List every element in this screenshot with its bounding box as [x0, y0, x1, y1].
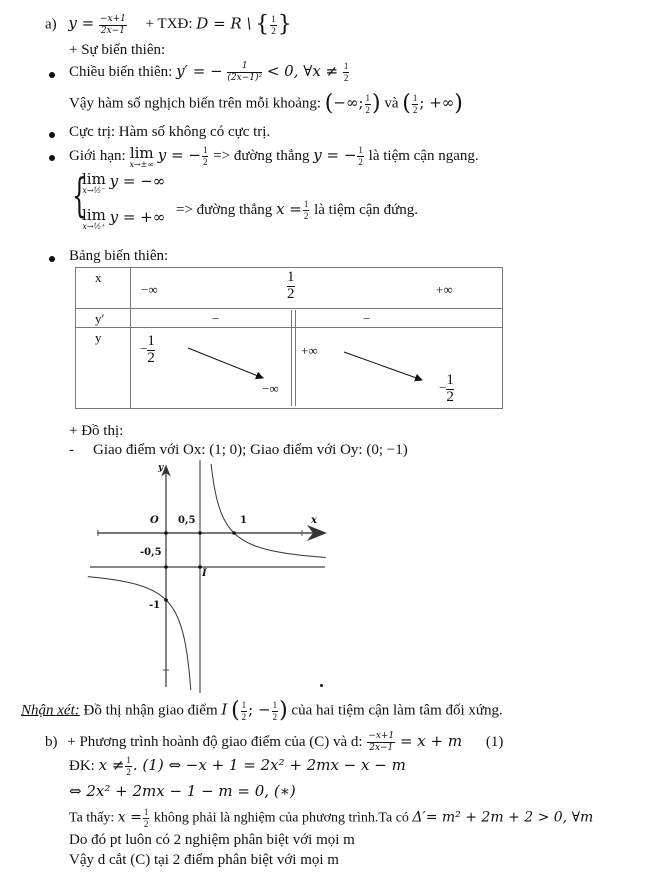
extrema-line: Cực trị: Hàm số không có cực trị.	[69, 124, 271, 140]
condition-line: ĐK: x ≠ $\frac{1}{2}$ . (1) ⇔ −x + 1 = 2x² + 2mx − x − m	[69, 755, 406, 778]
graph-svg	[85, 455, 335, 695]
y-end-right: − $\frac{1}{2}$	[439, 372, 454, 405]
vertical-asymptote-line: => đường thẳng x = $\frac{1}{2}$ là tiệm cận đứng.	[176, 199, 419, 222]
domain-set-fraction: $\frac{1}{2}$	[271, 13, 276, 36]
decreasing-arrow-right	[344, 352, 422, 380]
bullet-icon	[49, 132, 55, 138]
variation-arrows	[76, 268, 504, 410]
remark-label: Nhận xét:	[21, 702, 80, 719]
origin-point	[164, 531, 168, 535]
row-label-y: y	[95, 330, 102, 345]
x-intercept-point	[232, 531, 236, 535]
y-start-left: − $\frac{1}{2}$	[140, 333, 155, 366]
function-fraction: $\frac{-x+1}{2x-1}$	[99, 13, 126, 36]
vlim1: lim x→½⁻ y = −∞	[82, 170, 166, 195]
intersections-text: Giao điểm với Ox: (1; 0); Giao điểm với Oy: (0; −1)	[93, 442, 408, 458]
bullet-icon	[49, 72, 55, 78]
row-label-yprime: y′	[95, 311, 105, 326]
equivalent-equation: ⇔ 2x² + 2mx − 1 − m = 0, (∗)	[69, 782, 296, 800]
y-start-right: +∞	[301, 343, 318, 358]
row-label-x: x	[95, 270, 102, 285]
conclusion-2: Vậy d cắt (C) tại 2 điểm phân biệt với mọi m	[69, 852, 339, 868]
conclusion-1: Do đó pt luôn có 2 nghiệm phân biệt với mọi m	[69, 832, 355, 848]
table-heading: Bảng biến thiên:	[69, 248, 169, 264]
x-axis-label: x	[311, 515, 317, 526]
brace-icon: {	[72, 168, 87, 222]
x-tick-one: 1	[240, 515, 247, 526]
bullet-icon	[49, 155, 55, 161]
x-pos-inf: +∞	[436, 282, 453, 297]
decreasing-line: Vậy hàm số nghịch biến trên mỗi khoảng: (−∞; $\frac{1}{2}$ ) và ( $\frac{1}{2}$ ; +∞)	[69, 91, 463, 116]
y-intercept-point	[164, 598, 168, 602]
domain-prefix: + TXĐ:	[145, 16, 193, 33]
y-tick-neg-one: -1	[149, 600, 161, 611]
x-half: $\frac{1}{2}$	[287, 269, 295, 302]
monotonic-line: Chiều biến thiên: y′ = − $\frac{1}{\text{(2x−1)²}}$ < 0, ∀x ≠ $\frac{1}{2}$	[69, 61, 349, 84]
center-label: I	[202, 568, 207, 579]
function-lhs: y =	[68, 14, 95, 33]
domain-expr: D = R \	[196, 14, 252, 33]
part-b-line1: b) + Phương trình hoành độ giao điểm của (C) và d: $\frac{-x+1}{2x-1}$ = x + m (1)	[45, 731, 504, 754]
decreasing-arrow-left	[188, 348, 263, 378]
limit-line: Giới hạn: lim x→±∞ y = − $\frac{1}{2}$ => đường thẳng y = − $\frac{1}{2}$ là tiệm cận ngang.	[69, 144, 479, 169]
curve-right-branch	[211, 464, 326, 558]
bullet-icon	[49, 256, 55, 262]
neg-half-point	[164, 565, 168, 569]
function-graph	[85, 455, 335, 695]
part-b-label: b)	[45, 734, 58, 750]
remark-line: Nhận xét: Đồ thị nhận giao điểm I ( $\frac{1}{2}$ ; − $\frac{1}{2}$ ) của hai tiệm cận làm tâm đối xứng.	[21, 698, 503, 723]
derivative-fraction: $\frac{1}{\text{(2x−1)²}}$	[227, 61, 263, 84]
graph-heading: + Đồ thị:	[69, 423, 124, 439]
part-a-label: a)	[45, 16, 57, 33]
yprime-sign-right: −	[363, 311, 371, 326]
curve-left-branch	[88, 577, 191, 690]
x-tick-half: 0,5	[178, 515, 196, 526]
yprime-sign-left: −	[212, 311, 220, 326]
origin-label: O	[150, 515, 159, 526]
variation-table	[75, 267, 503, 409]
y-tick-neg-half: -0,5	[140, 547, 162, 558]
part-a-line: a) y = $\frac{-x+1}{2x-1}$ + TXĐ: D = R \ { $\frac{1}{2}$ }	[45, 12, 292, 37]
variation-heading: + Sự biến thiên:	[69, 42, 166, 58]
intersections-dash: -	[69, 442, 74, 458]
half-point	[198, 531, 202, 535]
stray-dot	[320, 684, 323, 687]
vlim2: lim x→½⁺ y = +∞	[82, 206, 166, 231]
x-neg-inf: −∞	[141, 282, 158, 297]
check-line: Ta thấy: x = $\frac{1}{2}$ không phải là nghiệm của phương trình.Ta có Δ′= m² + 2m + 2 > 0, ∀m	[69, 807, 594, 829]
y-end-left: −∞	[262, 381, 279, 396]
y-axis-label: y	[158, 463, 164, 473]
